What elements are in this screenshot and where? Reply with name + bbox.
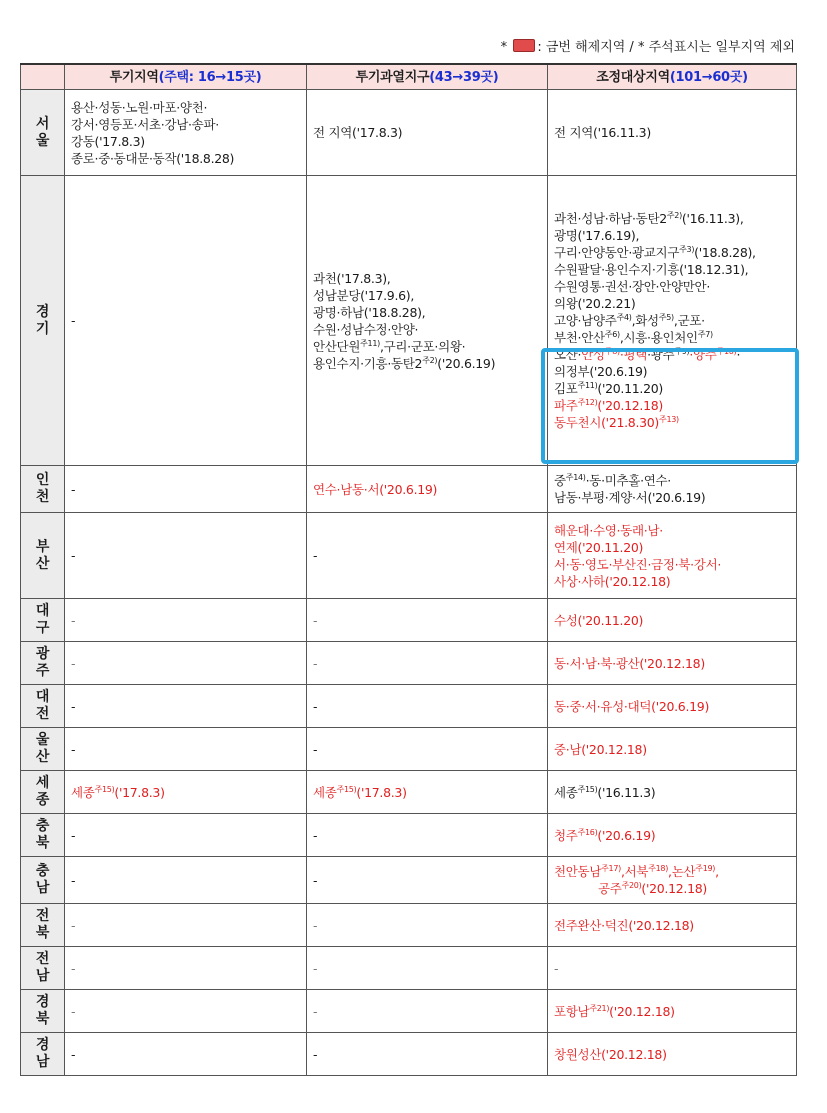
region-label: 서울 (21, 90, 65, 176)
released-area-swatch (513, 39, 535, 52)
speculation-cell: 용산·성동·노원·마포·양천· 강서·영등포·서초·강남·송파· 강동('17.8.3) 종로·중·동대문·동작('18.8.28) (65, 90, 307, 176)
region-label: 경북 (21, 990, 65, 1033)
row-gyeongbuk (21, 990, 797, 1033)
speculation-cell: - (65, 466, 307, 513)
speculation-cell: - (65, 642, 307, 685)
adjustment-cell: 청주$^{주16)}$('20.6.19) (548, 814, 797, 857)
adjustment-cell: 중·남('20.12.18) (548, 728, 797, 771)
speculation-cell: - (65, 857, 307, 904)
header-blank (21, 64, 65, 90)
overheated-cell: - (307, 947, 548, 990)
speculation-cell: - (65, 685, 307, 728)
overheated-cell: - (307, 990, 548, 1033)
adjustment-cell: 전 지역('16.11.3) (548, 90, 797, 176)
row-jeonnam (21, 947, 797, 990)
speculation-cell: - (65, 728, 307, 771)
adjustment-cell: 해운대·수영·동래·남· 연제('20.11.20) 서·동·영도·부산진·금정·북·강서· 사상·사하('20.12.18) (548, 513, 797, 599)
speculation-cell: - (65, 599, 307, 642)
overheated-cell: 연수·남동·서('20.6.19) (307, 466, 548, 513)
adjustment-cell: - (548, 947, 797, 990)
adjustment-cell: 세종$^{주15)}$('16.11.3) (548, 771, 797, 814)
row-chungnam (21, 857, 797, 904)
adjustment-cell: 천안동남$^{주17)}$,서북$^{주18)}$,논산$^{주19)}$, 공주$^{주20)}$('20.12.18) (548, 857, 797, 904)
row-gyeonggi (21, 176, 797, 466)
overheated-cell: - (307, 599, 548, 642)
adjustment-cell: 포항남$^{주21)}$('20.12.18) (548, 990, 797, 1033)
region-label: 대전 (21, 685, 65, 728)
header-adjustment-target: 조정대상지역(101→60곳) (548, 64, 797, 90)
region-label: 울산 (21, 728, 65, 771)
speculation-cell: 세종$^{주15)}$('17.8.3) (65, 771, 307, 814)
adjustment-cell: 과천·성남·하남·동탄$2^{주2)}('16.11.3)$, 광명('17.6.19), 구리·안양동안·광교지구$^{주3)}$('18.8.28), 수원팔달·용인수지·기흥('18.12.31), 수원영통·권선·장안·안양만안· 의왕('20.2.21) 고양·남양주$^{주4)}$,화성$^{주5)}$,군포· 부천·안산$^{주6)}$,시흥·용인처인$^{주7)}$ 오산·안성$^{주8)}$·평택·광주$^{주9)}$·양주$^{주10)}$· 의정부('20.6.19) 김포$^{주11)}$('20.11.20) 파주$^{주12)}$('20.12.18) 동두천시$('21.8.30)^{주13)}$ (548, 176, 797, 466)
row-jeonbuk (21, 904, 797, 947)
header-row (21, 64, 797, 90)
overheated-cell: - (307, 857, 548, 904)
region-label: 세종 (21, 771, 65, 814)
row-incheon (21, 466, 797, 513)
speculation-cell: - (65, 814, 307, 857)
row-gwangju (21, 642, 797, 685)
overheated-cell: 세종$^{주15)}$('17.8.3) (307, 771, 548, 814)
speculation-cell: - (65, 513, 307, 599)
row-ulsan (21, 728, 797, 771)
row-daegu (21, 599, 797, 642)
legend-text: : 금번 해제지역 / * 주석표시는 일부지역 제외 (537, 40, 795, 55)
row-daejeon (21, 685, 797, 728)
speculation-cell: - (65, 904, 307, 947)
header-speculation-zone: 투기지역(주택: 16→15곳) (65, 64, 307, 90)
row-busan (21, 513, 797, 599)
overheated-cell: 전 지역('17.8.3) (307, 90, 548, 176)
region-label: 광주 (21, 642, 65, 685)
adjustment-cell: 창원성산('20.12.18) (548, 1033, 797, 1076)
adjustment-cell: 동·중·서·유성·대덕('20.6.19) (548, 685, 797, 728)
row-sejong (21, 771, 797, 814)
adjustment-cell: 동·서·남·북·광산('20.12.18) (548, 642, 797, 685)
overheated-cell: 과천('17.8.3), 성남분당('17.9.6), 광명·하남('18.8.28), 수원·성남수정·안양· 안산단원$^{주11)}$,구리·군포·의왕· 용인수지·기흥·동탄$2^{주2)}('20.6.19)$ (307, 176, 548, 466)
region-label: 경남 (21, 1033, 65, 1076)
speculation-cell: - (65, 1033, 307, 1076)
overheated-cell: - (307, 904, 548, 947)
overheated-cell: - (307, 685, 548, 728)
region-label: 경기 (21, 176, 65, 466)
speculation-cell: - (65, 176, 307, 466)
adjustment-cell: 수성('20.11.20) (548, 599, 797, 642)
row-gyeongnam (21, 1033, 797, 1076)
region-label: 인천 (21, 466, 65, 513)
adjustment-cell: 중$^{주14)}$·동·미추홀·연수· 남동·부평·계양·서('20.6.19) (548, 466, 797, 513)
speculation-cell: - (65, 947, 307, 990)
overheated-cell: - (307, 814, 548, 857)
overheated-cell: - (307, 1033, 548, 1076)
header-overheated-district: 투기과열지구(43→39곳) (307, 64, 548, 90)
region-label: 충남 (21, 857, 65, 904)
row-seoul (21, 90, 797, 176)
region-label: 충북 (21, 814, 65, 857)
legend (501, 36, 795, 55)
row-chungbuk (21, 814, 797, 857)
legend-prefix: * (500, 40, 512, 55)
region-label: 부산 (21, 513, 65, 599)
region-label: 전북 (21, 904, 65, 947)
region-label: 전남 (21, 947, 65, 990)
adjustment-cell: 전주완산·덕진('20.12.18) (548, 904, 797, 947)
region-label: 대구 (21, 599, 65, 642)
overheated-cell: - (307, 728, 548, 771)
speculation-cell: - (65, 990, 307, 1033)
overheated-cell: - (307, 642, 548, 685)
overheated-cell: - (307, 513, 548, 599)
regulated-areas-table (20, 63, 797, 1076)
